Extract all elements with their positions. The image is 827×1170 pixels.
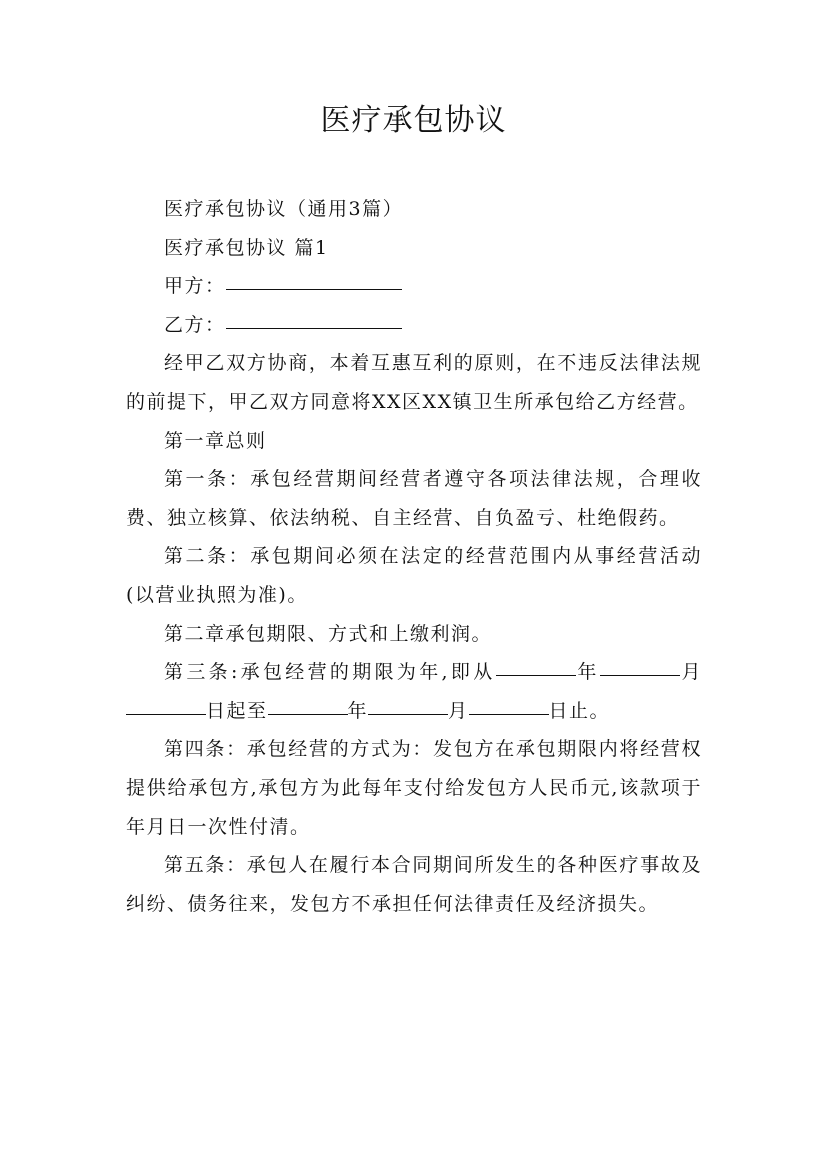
article-3-text-b: 年 bbox=[575, 661, 600, 684]
paragraph-section-title: 医疗承包协议 篇1 bbox=[164, 236, 329, 259]
party-a-line bbox=[126, 267, 702, 306]
article-5: 第五条：承包人在履行本合同期间所发生的各种医疗事故及纠纷、债务往来，发包方不承担任何法律责任及经济损失。 bbox=[126, 854, 702, 915]
party-b-line bbox=[126, 306, 702, 345]
start-month-blank bbox=[600, 655, 680, 676]
article-3-text-d: 日起至 bbox=[206, 699, 268, 722]
end-year-blank bbox=[268, 694, 348, 715]
article-3 bbox=[126, 653, 702, 730]
start-day-blank bbox=[126, 694, 206, 715]
chapter-2-heading: 第二章承包期限、方式和上缴利润。 bbox=[164, 622, 493, 645]
article-3-text-g: 日止。 bbox=[548, 699, 611, 722]
document-body bbox=[126, 190, 702, 923]
article-3-text-e: 年 bbox=[347, 699, 369, 722]
article-3-text-f: 月 bbox=[448, 699, 469, 722]
end-day-blank bbox=[469, 694, 549, 715]
end-month-blank bbox=[368, 694, 448, 715]
article-3-text-c: 月 bbox=[679, 661, 702, 684]
article-1: 第一条：承包经营期间经营者遵守各项法律法规，合理收费、独立核算、依法纳税、自主经营、自负盈亏、杜绝假药。 bbox=[126, 468, 702, 529]
party-b-blank bbox=[226, 308, 402, 329]
chapter-1-heading: 第一章总则 bbox=[164, 429, 267, 452]
document-title: 医疗承包协议 bbox=[320, 103, 507, 138]
paragraph-intro: 经甲乙双方协商，本着互惠互利的原则，在不违反法律法规的前提下，甲乙双方同意将XX区XX镇卫生所承包给乙方经营。 bbox=[126, 352, 702, 413]
article-2: 第二条：承包期间必须在法定的经营范围内从事经营活动(以营业执照为准)。 bbox=[126, 545, 702, 606]
party-a-label: 甲方： bbox=[164, 275, 226, 298]
party-a-blank bbox=[226, 269, 402, 290]
article-3-text-a: 第三条:承包经营的期限为年,即从 bbox=[164, 661, 496, 684]
article-4: 第四条：承包经营的方式为：发包方在承包期限内将经营权提供给承包方,承包方为此每年支付给发包方人民币元,该款项于年月日一次性付清。 bbox=[126, 738, 702, 838]
paragraph-collection-title: 医疗承包协议（通用3篇） bbox=[164, 198, 404, 220]
party-b-label: 乙方： bbox=[164, 313, 226, 336]
start-year-blank bbox=[496, 655, 576, 676]
